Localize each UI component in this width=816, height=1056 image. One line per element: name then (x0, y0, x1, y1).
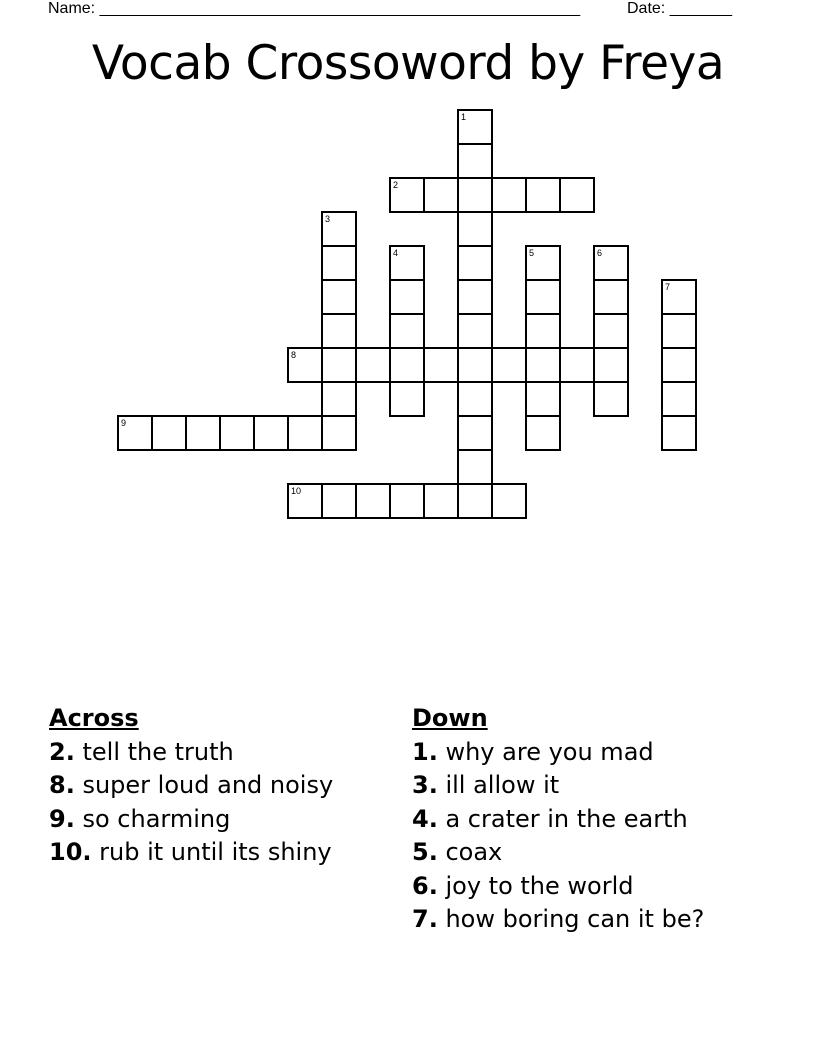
down-clue (412, 870, 792, 904)
crossword-cell[interactable] (321, 415, 357, 451)
clue-number-label: 4 (393, 248, 399, 258)
crossword-cell[interactable] (287, 483, 323, 519)
crossword-cell[interactable] (321, 347, 357, 383)
clue-number-label: 10 (291, 486, 302, 496)
clue-text: so charming (82, 804, 231, 833)
clue-text: rub it until its shiny (99, 838, 332, 866)
crossword-cell[interactable] (661, 279, 697, 315)
clue-number-label: 6 (597, 248, 603, 258)
crossword-cell[interactable] (151, 415, 187, 451)
crossword-cell[interactable] (457, 449, 493, 485)
crossword-cell[interactable] (491, 347, 527, 383)
down-clue (412, 903, 792, 937)
crossword-cell[interactable] (321, 483, 357, 519)
crossword-cell[interactable] (253, 415, 289, 451)
crossword-cell[interactable] (423, 483, 459, 519)
down-clue (412, 736, 792, 770)
clue-text: how boring can it be? (445, 905, 705, 933)
name-field-label: Name: ______________________________________________________ (48, 0, 581, 17)
crossword-cell[interactable] (355, 347, 391, 383)
clue-number-label: 7 (665, 282, 671, 292)
clue-number-label: 2 (393, 180, 399, 190)
crossword-cell[interactable] (321, 211, 357, 247)
down-clues (412, 702, 792, 937)
crossword-cell[interactable] (457, 109, 493, 145)
clue-number: 9. (49, 804, 75, 833)
crossword-cell[interactable] (559, 177, 595, 213)
crossword-cell[interactable] (491, 177, 527, 213)
crossword-cell[interactable] (593, 245, 629, 281)
clue-number: 2. (49, 737, 75, 766)
crossword-cell[interactable] (457, 177, 493, 213)
clue-number: 8. (49, 771, 75, 799)
crossword-cell[interactable] (389, 381, 425, 417)
crossword-cell[interactable] (525, 279, 561, 315)
down-clue (412, 803, 792, 837)
crossword-cell[interactable] (593, 347, 629, 383)
down-heading: Down (412, 704, 488, 732)
crossword-cell[interactable] (661, 347, 697, 383)
clue-text: joy to the world (445, 871, 634, 900)
clue-text: coax (445, 838, 503, 866)
crossword-cell[interactable] (321, 313, 357, 349)
crossword-cell[interactable] (321, 245, 357, 281)
clue-number: 5. (412, 838, 438, 866)
crossword-cell[interactable] (457, 483, 493, 519)
crossword-cell[interactable] (287, 347, 323, 383)
crossword-cell[interactable] (457, 313, 493, 349)
clue-text: a crater in the earth (445, 804, 688, 833)
crossword-cell[interactable] (457, 415, 493, 451)
crossword-cell[interactable] (491, 483, 527, 519)
crossword-cell[interactable] (457, 279, 493, 315)
across-heading: Across (49, 704, 139, 732)
crossword-cell[interactable] (593, 313, 629, 349)
crossword-cell[interactable] (389, 245, 425, 281)
clue-text: super loud and noisy (82, 771, 334, 799)
page-title: Vocab Crossoword by Freya (91, 36, 725, 91)
crossword-cell[interactable] (457, 347, 493, 383)
clue-number: 10. (49, 838, 92, 866)
crossword-cell[interactable] (457, 143, 493, 179)
crossword-cell[interactable] (525, 347, 561, 383)
across-clue (49, 803, 399, 837)
crossword-cell[interactable] (389, 279, 425, 315)
crossword-cell[interactable] (525, 415, 561, 451)
crossword-cell[interactable] (355, 483, 391, 519)
clue-number-label: 1 (461, 112, 467, 122)
clue-number-label: 3 (325, 214, 331, 224)
clue-text: tell the truth (82, 737, 234, 766)
crossword-cell[interactable] (661, 381, 697, 417)
clue-number: 4. (412, 804, 438, 833)
crossword-cell[interactable] (593, 279, 629, 315)
clue-number: 6. (412, 871, 438, 900)
date-field-label: Date: _______ (627, 0, 732, 17)
across-clue (49, 736, 399, 770)
across-clue (49, 836, 399, 870)
crossword-cell[interactable] (389, 483, 425, 519)
crossword-cell[interactable] (321, 279, 357, 315)
crossword-cell[interactable] (423, 177, 459, 213)
crossword-cell[interactable] (457, 381, 493, 417)
clue-text: why are you mad (445, 737, 654, 766)
clue-number-label: 5 (529, 248, 535, 258)
crossword-cell[interactable] (389, 313, 425, 349)
crossword-cell[interactable] (117, 415, 153, 451)
across-clue (49, 769, 399, 803)
down-clue (412, 836, 792, 870)
crossword-cell[interactable] (661, 313, 697, 349)
crossword-cell[interactable] (593, 381, 629, 417)
crossword-cell[interactable] (457, 211, 493, 247)
clue-number: 3. (412, 771, 438, 799)
clue-number-label: 8 (291, 350, 297, 360)
crossword-cell[interactable] (321, 381, 357, 417)
crossword-cell[interactable] (389, 177, 425, 213)
crossword-cell[interactable] (661, 415, 697, 451)
clue-number: 1. (412, 737, 438, 766)
crossword-cell[interactable] (525, 177, 561, 213)
clue-number: 7. (412, 905, 438, 933)
crossword-cell[interactable] (525, 313, 561, 349)
down-clue (412, 769, 792, 803)
clue-number-label: 9 (121, 418, 127, 428)
crossword-cell[interactable] (389, 347, 425, 383)
crossword-cell[interactable] (457, 245, 493, 281)
crossword-cell[interactable] (185, 415, 221, 451)
crossword-cell[interactable] (423, 347, 459, 383)
crossword-cell[interactable] (219, 415, 255, 451)
crossword-cell[interactable] (559, 347, 595, 383)
crossword-cell[interactable] (525, 381, 561, 417)
clue-text: ill allow it (445, 771, 560, 799)
across-clues (49, 702, 399, 870)
crossword-cell[interactable] (287, 415, 323, 451)
crossword-cell[interactable] (525, 245, 561, 281)
